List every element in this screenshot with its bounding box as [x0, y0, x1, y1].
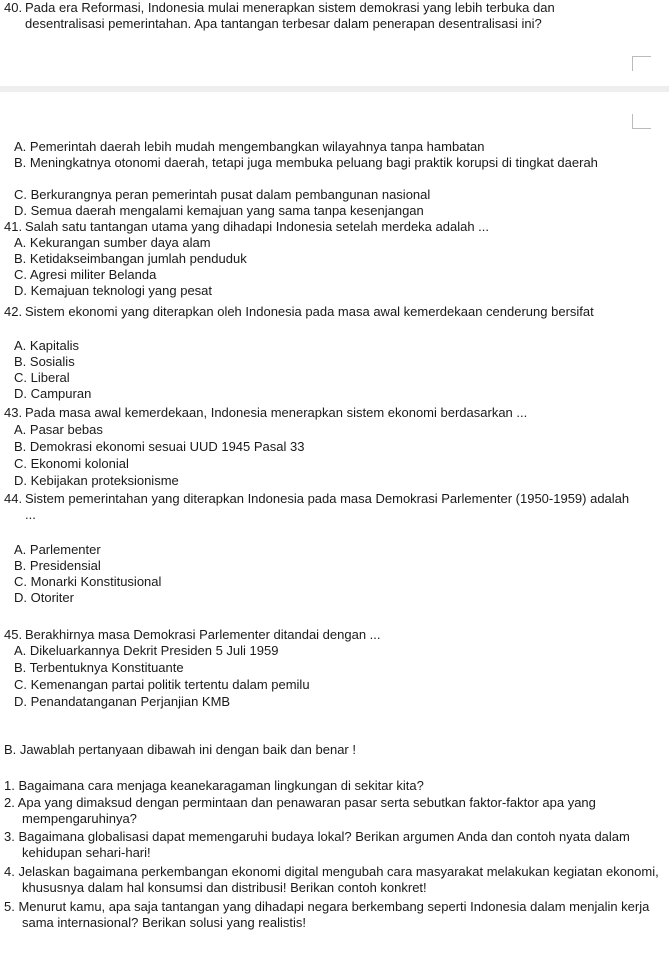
question-text: Sistem pemerintahan yang diterapkan Indonesia pada masa Demokrasi Parlementer (1950-1959) adalah ...: [25, 491, 630, 522]
option: C. Kemenangan partai politik tertentu dalam pemilu: [14, 677, 310, 692]
option: B. Sosialis: [14, 354, 75, 369]
option: B. Demokrasi ekonomi sesuai UUD 1945 Pasal 33: [14, 439, 305, 454]
question-number: 40.: [4, 0, 23, 15]
option: A. Kapitalis: [14, 338, 80, 353]
essay-question: 4. Jelaskan bagaimana perkembangan ekonomi digital mengubah cara masyarakat melakukan kegiatan ekonomi, khususnya dalam hal konsumsi dan distribusi! Berikan contoh konkret!: [4, 864, 659, 895]
essay-question: 5. Menurut kamu, apa saja tantangan yang dihadapi negara berkembang seperti Indonesia dalam menjalin kerja sama internasional? Berikan solusi yang realistis!: [4, 899, 650, 930]
essay-question: 3. Bagaimana globalisasi dapat memengaruhi budaya lokal? Berikan argumen Anda dan contoh nyata dalam kehidupan sehari-hari!: [4, 829, 630, 860]
essay-question: 2. Apa yang dimaksud dengan permintaan dan penawaran pasar serta sebutkan faktor-faktor apa yang mempengaruhinya?: [4, 795, 596, 826]
option: A. Parlementer: [14, 542, 101, 557]
option: B. Meningkatnya otonomi daerah, tetapi juga membuka peluang bagi praktik korupsi di tingkat daerah: [14, 155, 598, 170]
question-number: 42.: [4, 304, 23, 319]
option: D. Semua daerah mengalami kemajuan yang sama tanpa kesenjangan: [14, 203, 424, 218]
option: A. Dikeluarkannya Dekrit Presiden 5 Juli 1959: [14, 643, 279, 658]
option: D. Otoriter: [14, 590, 74, 605]
page-divider: [0, 86, 669, 92]
question-text: Pada era Reformasi, Indonesia mulai menerapkan sistem demokrasi yang lebih terbuka dan desentralisasi pemerintahan. Apa tantangan terbesar dalam penerapan desentralisasi ini?: [25, 0, 555, 31]
option: B. Terbentuknya Konstituante: [14, 660, 184, 675]
question-number: 41.: [4, 219, 23, 234]
essay-question: 1. Bagaimana cara menjaga keanekaragaman lingkungan di sekitar kita?: [4, 778, 424, 793]
question-text: Pada masa awal kemerdekaan, Indonesia menerapkan sistem ekonomi berdasarkan ...: [25, 405, 528, 420]
option: B. Ketidakseimbangan jumlah penduduk: [14, 251, 247, 266]
option: D. Penandatanganan Perjanjian KMB: [14, 694, 231, 709]
option: D. Kebijakan proteksionisme: [14, 473, 179, 488]
question-text: Sistem ekonomi yang diterapkan oleh Indonesia pada masa awal kemerdekaan cenderung bersifat: [25, 304, 594, 319]
crop-corner-bottom-icon: [632, 114, 651, 129]
option: D. Kemajuan teknologi yang pesat: [14, 283, 213, 298]
option: A. Kekurangan sumber daya alam: [14, 235, 211, 250]
option: A. Pasar bebas: [14, 422, 103, 437]
crop-corner-top-icon: [632, 56, 651, 71]
question-number: 44.: [4, 491, 23, 506]
option: A. Pemerintah daerah lebih mudah mengembangkan wilayahnya tanpa hambatan: [14, 139, 485, 154]
question-text: Salah satu tantangan utama yang dihadapi Indonesia setelah merdeka adalah ...: [25, 219, 490, 234]
option: C. Liberal: [14, 370, 70, 385]
option: C. Agresi militer Belanda: [14, 267, 157, 282]
option: B. Presidensial: [14, 558, 101, 573]
option: C. Ekonomi kolonial: [14, 456, 129, 471]
option: D. Campuran: [14, 386, 92, 401]
option: C. Berkurangnya peran pemerintah pusat dalam pembangunan nasional: [14, 187, 431, 202]
question-number: 43.: [4, 405, 23, 420]
option: C. Monarki Konstitusional: [14, 574, 162, 589]
question-text: Berakhirnya masa Demokrasi Parlementer ditandai dengan ...: [25, 627, 381, 642]
section-heading: B. Jawablah pertanyaan dibawah ini dengan baik dan benar !: [4, 742, 356, 757]
question-number: 45.: [4, 627, 23, 642]
